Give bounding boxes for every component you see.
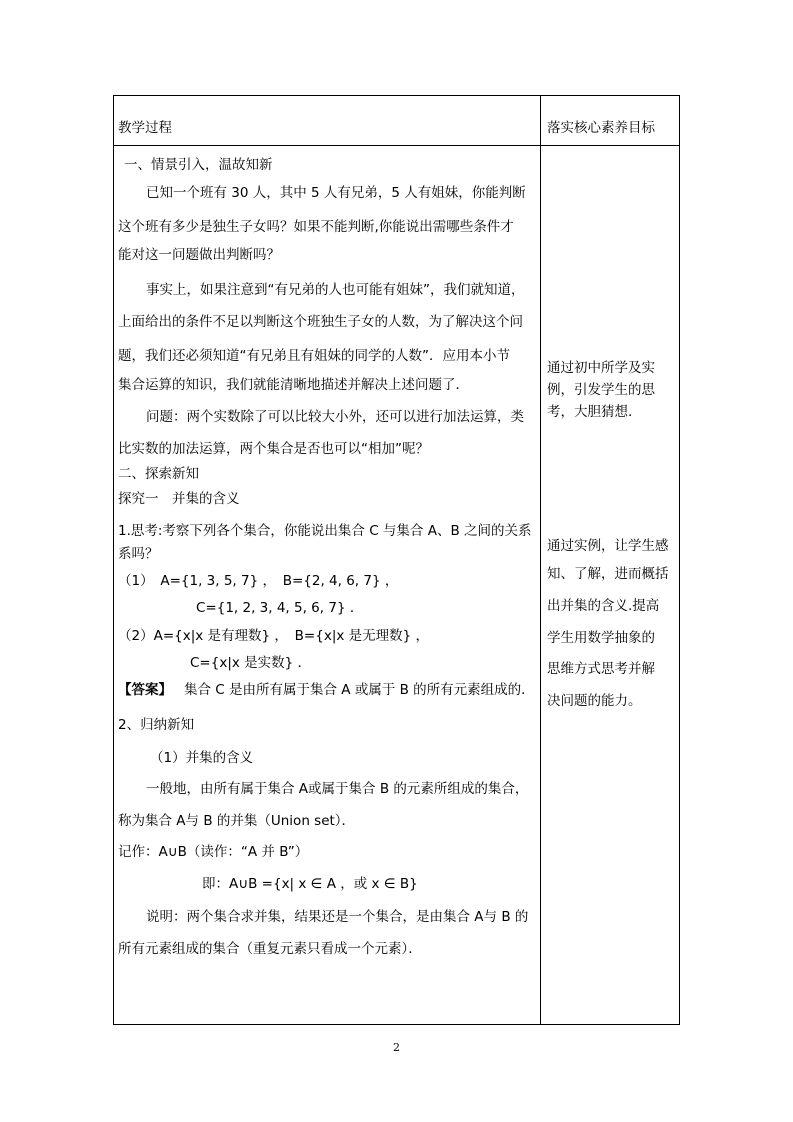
set-example-2-union: C={x|x 是实数} ．: [190, 655, 312, 671]
paragraph-line: 问题：两个实数除了可以比较大小外，还可以进行加法运算，类: [146, 409, 524, 425]
set-example-1: （1） A={1, 3, 5, 7} ， B={2, 4, 6, 7} ，: [118, 573, 399, 589]
formula-line: 即：A∪B ={x| x ∈ A ，或 x ∈ B}: [202, 876, 418, 892]
paragraph-line: 比实数的加法运算，两个集合是否也可以“相加”呢？: [118, 441, 429, 457]
section-heading: 2、归纳新知: [118, 717, 195, 733]
column-divider: [540, 95, 541, 1025]
side-note-line: 决问题的能力。: [547, 693, 642, 709]
side-note-line: 通过实例，让学生感: [547, 538, 669, 554]
definition-line: 一般地，由所有属于集合 A或属于集合 B 的元素所组成的集合，: [146, 781, 529, 797]
side-note-line: 出并集的含义.提高: [547, 598, 660, 614]
paragraph-line: 事实上，如果注意到“有兄弟的人也可能有姐妹”，我们就知道，: [146, 282, 525, 298]
paragraph-line: 上面给出的条件不足以判断这个班独生子女的人数，为了解决这个问: [118, 314, 523, 330]
side-note-line: 学生用数学抽象的: [547, 630, 655, 646]
side-note-line: 通过初中所学及实: [547, 360, 655, 376]
paragraph-line: 能对这一问题做出判断吗？: [118, 247, 280, 263]
paragraph-line: 1.思考:考察下列各个集合，你能说出集合 C 与集合 A、B 之间的关系: [118, 523, 532, 539]
subsection-heading: 探究一 并集的含义: [118, 491, 240, 507]
answer-text: 集合 C 是由所有属于集合 A 或属于 B 的所有元素组成的．: [184, 682, 535, 698]
answer-label: 【答案】: [118, 682, 172, 698]
section-heading: 二、探索新知: [118, 466, 199, 482]
subsection-heading: （1）并集的含义: [150, 750, 254, 766]
explanation-line: 说明：两个集合求并集，结果还是一个集合，是由集合 A与 B 的: [146, 909, 529, 925]
header-divider: [113, 145, 680, 146]
side-note-line: 思维方式思考并解: [547, 661, 655, 677]
paragraph-line: 题，我们还必须知道“有兄弟且有姐妹的同学的人数”．应用本小节: [118, 348, 510, 364]
header-teaching-process: 教学过程: [118, 120, 172, 136]
page-number: 2: [393, 1041, 400, 1054]
paragraph-line: 系吗？: [118, 546, 159, 562]
header-core-literacy-goals: 落实核心素养目标: [547, 120, 655, 136]
side-note-line: 知、了解，进而概括: [547, 566, 669, 582]
notation-line: 记作：A∪B（读作：“A 并 B”）: [118, 844, 309, 860]
paragraph-line: 集合运算的知识，我们就能清晰地描述并解决上述问题了．: [118, 377, 469, 393]
side-note-line: 例，引发学生的思: [547, 382, 655, 398]
set-example-1-union: C={1, 2, 3, 4, 5, 6, 7} ．: [196, 600, 364, 616]
paragraph-line: 这个班有多少是独生子女吗？如果不能判断,你能说出需哪些条件才: [118, 219, 514, 235]
paragraph-line: 已知一个班有 30 人，其中 5 人有兄弟，5 人有姐妹，你能判断: [146, 185, 526, 201]
section-heading: 一、情景引入，温故知新: [124, 157, 273, 173]
side-note-line: 考，大胆猜想.: [547, 404, 633, 420]
definition-line: 称为集合 A与 B 的并集（Union set）．: [118, 813, 356, 829]
explanation-line: 所有元素组成的集合（重复元素只看成一个元素）．: [118, 941, 422, 957]
set-example-2: （2）A={x|x 是有理数} ， B={x|x 是无理数} ，: [118, 628, 430, 644]
